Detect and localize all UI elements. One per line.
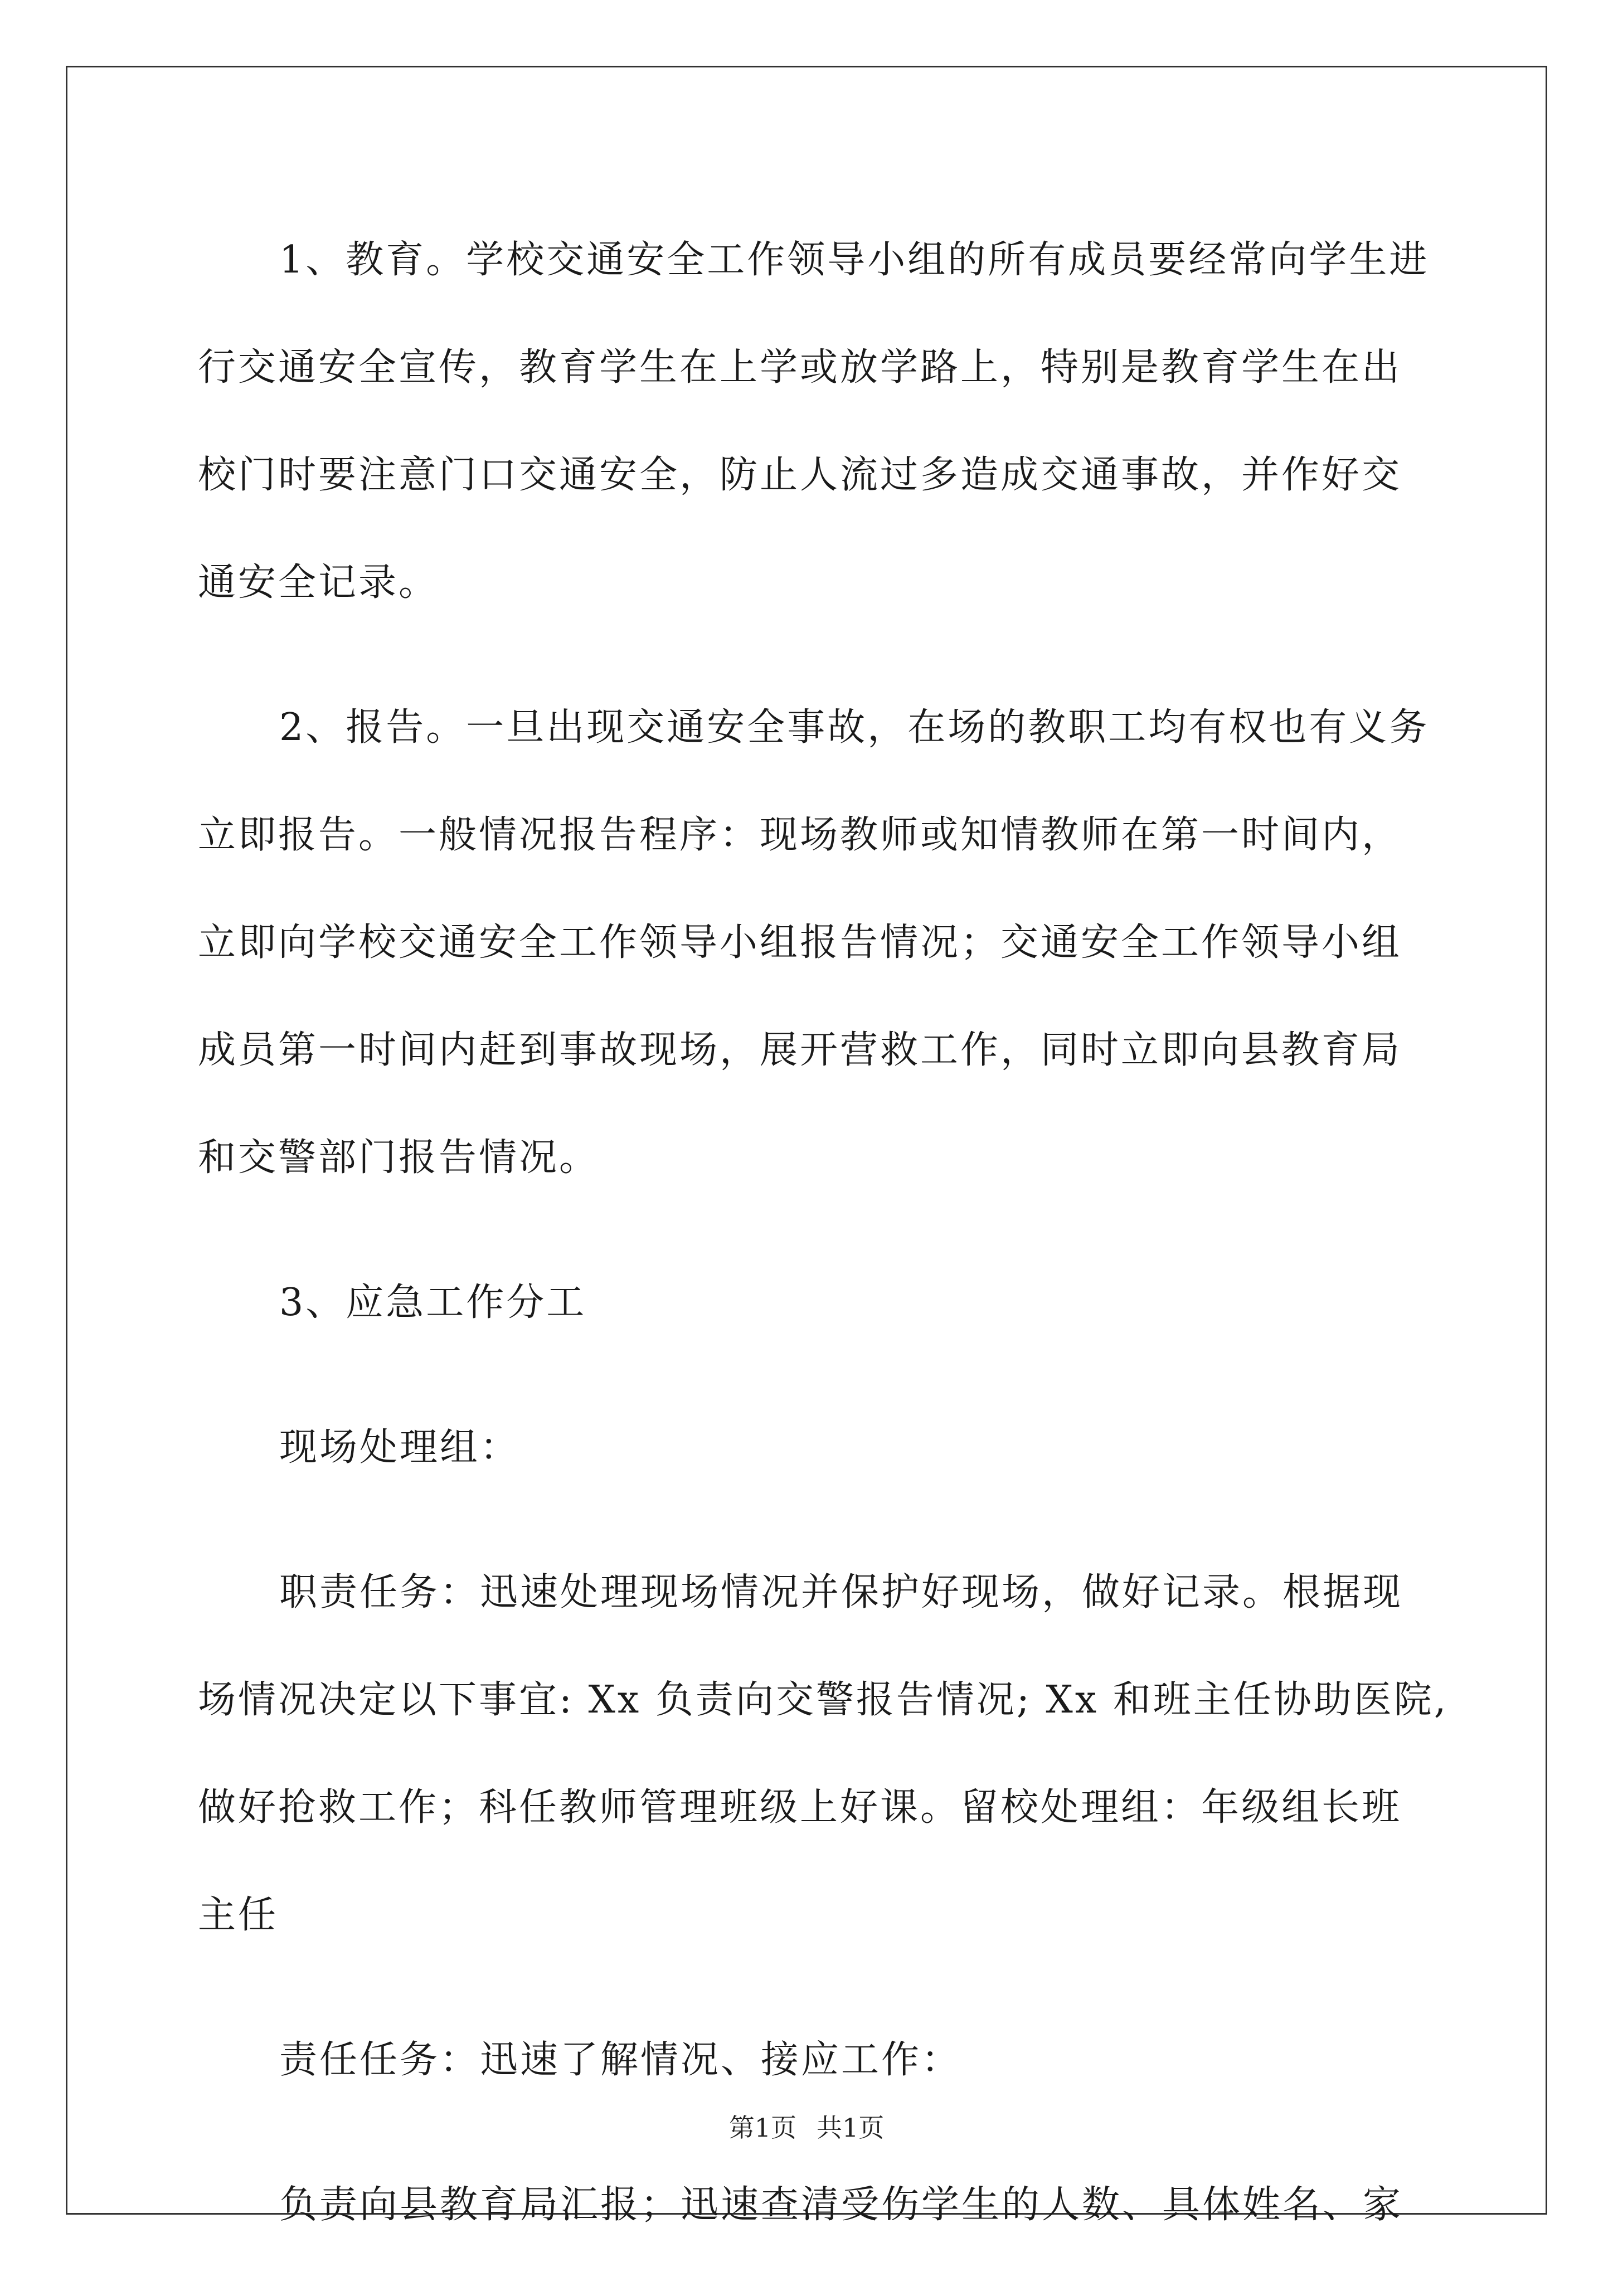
- paragraph-line: 做好抢救工作；科任教师管理班级上好课。留校处理组：年级组长班: [198, 1786, 1402, 1830]
- paragraph-line: 场情况决定以下事宜: Xx 负责向交警报告情况; Xx 和班主任协助医院,: [198, 1678, 1449, 1722]
- paragraph-line: 校门时要注意门口交通安全，防止人流过多造成交通事故，并作好交: [198, 453, 1402, 497]
- page-number: 第1页: [728, 2113, 796, 2143]
- paragraph-line: 负责向县教育局汇报；迅速查清受伤学生的人数、具体姓名、家: [279, 2183, 1403, 2227]
- document-body: [198, 206, 1449, 2296]
- paragraph-duties: [198, 1539, 1449, 1969]
- paragraph-line: 责任任务：迅速了解情况、接应工作：: [279, 2038, 962, 2082]
- page-footer: [0, 2108, 1613, 2144]
- paragraph-line: 1、教育。学校交通安全工作领导小组的所有成员要经常向学生进: [279, 238, 1430, 282]
- paragraph-line: 行交通安全宣传，教育学生在上学或放学路上，特别是教育学生在出: [198, 346, 1402, 390]
- paragraph-line: 和交警部门报告情况。: [198, 1136, 600, 1180]
- paragraph-line: 职责任务：迅速处理现场情况并保护好现场，做好记录。根据现: [279, 1570, 1403, 1614]
- paragraph-division-heading: [198, 1249, 1418, 1356]
- paragraph-line: 主任: [198, 1893, 279, 1937]
- paragraph-line: 通安全记录。: [198, 561, 439, 605]
- paragraph-responsibility: [198, 2006, 1418, 2114]
- paragraph-line: 2、报告。一旦出现交通安全事故，在场的教职工均有权也有义务: [279, 706, 1430, 750]
- paragraph-line: 立即报告。一般情况报告程序：现场教师或知情教师在第一时间内，: [198, 813, 1402, 857]
- paragraph-line: 立即向学校交通安全工作领导小组报告情况；交通安全工作领导小组: [198, 921, 1402, 965]
- paragraph-report: [198, 674, 1430, 1212]
- paragraph-onsite-group: [198, 1394, 1418, 1501]
- page-total: 共1页: [817, 2113, 885, 2143]
- paragraph-education: [198, 206, 1430, 636]
- paragraph-line: 成员第一时间内赶到事故现场，展开营救工作，同时立即向县教育局: [198, 1028, 1402, 1072]
- paragraph-line: 现场处理组：: [279, 1426, 521, 1470]
- paragraph-line: 3、应急工作分工: [279, 1281, 587, 1325]
- paragraph-county-report: [198, 2151, 1418, 2259]
